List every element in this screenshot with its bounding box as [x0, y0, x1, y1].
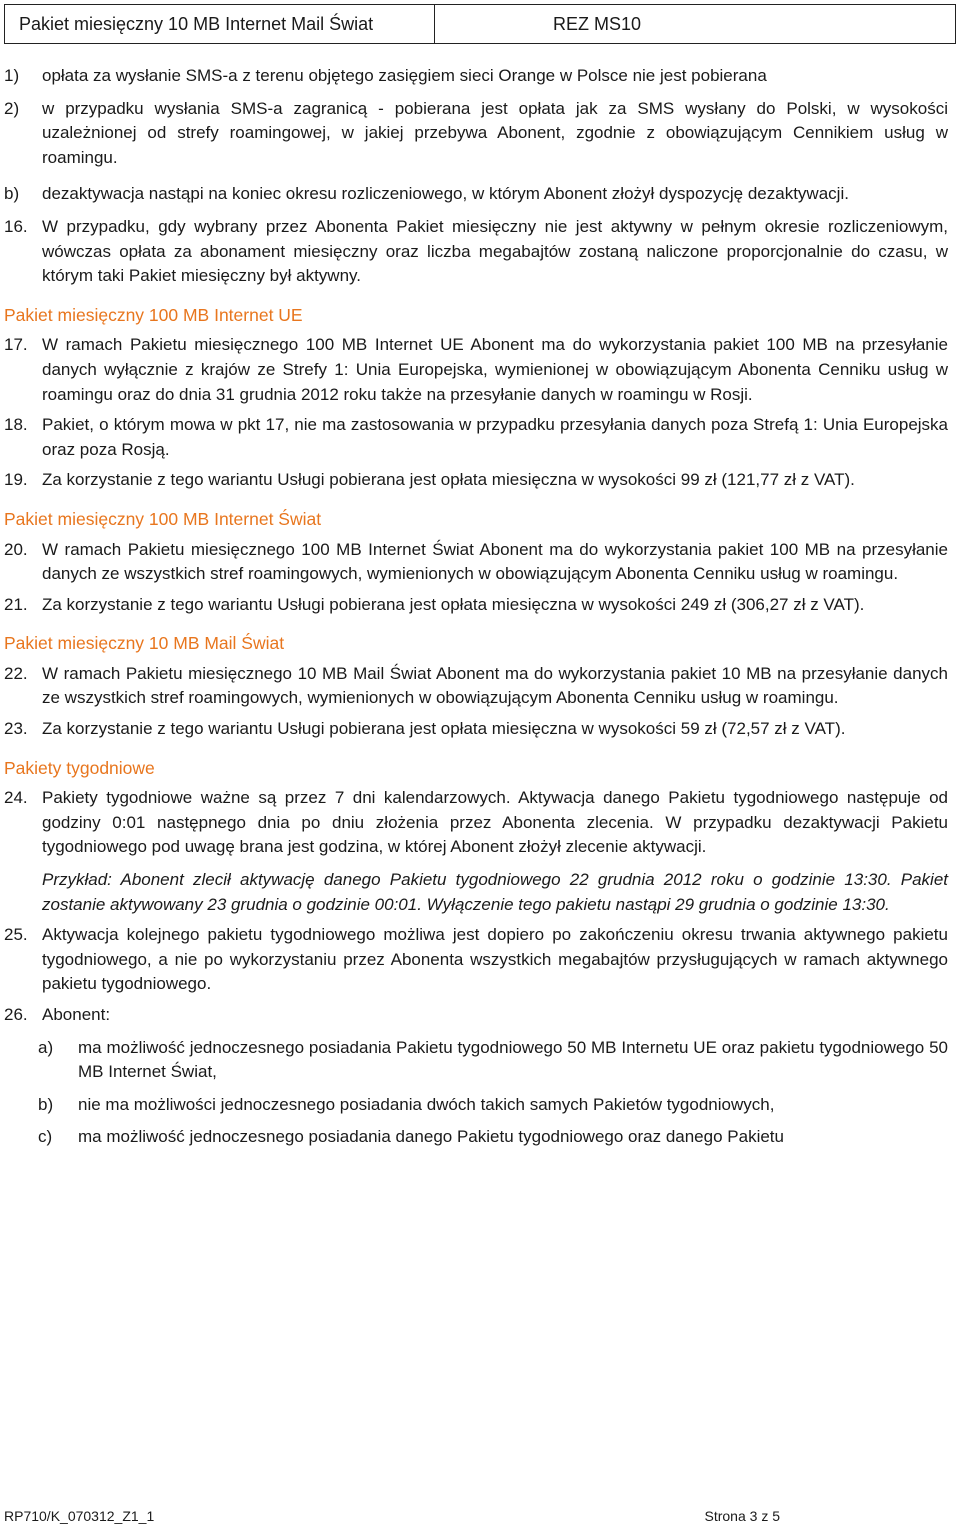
- paragraph-20: [4, 538, 948, 587]
- item-text: w przypadku wysłania SMS-a zagranicą - pobierana jest opłata jak za SMS wysłany do Polski, w wysokości uzależnionej od strefy roamingowej, w jakiej przebywa Abonent, zgodnie z obowiązującym Cennikiem usług w roamingu.: [42, 98, 948, 167]
- paragraph-number: 25.: [4, 925, 28, 945]
- page-header: [4, 4, 956, 44]
- paragraph-text: Aktywacja kolejnego pakietu tygodniowego możliwa jest dopiero po zakończeniu okresu trwania aktywnego pakietu tygodniowego, a nie po wykorzystaniu przez Abonenta wszystkich megabajtów przysługujących w ramach aktywnego pakietu tygodniowego.: [42, 925, 948, 994]
- paragraph-17: [4, 333, 948, 407]
- paragraph-text: W ramach Pakietu miesięcznego 100 MB Internet Świat Abonent ma do wykorzystania pakiet 100 MB na przesyłanie danych ze wszystkich stref roamingowych, wymienionych w obowiązującym Abonenta Cenniku usług w roamingu.: [42, 539, 948, 584]
- paragraph-24-example: Przykład: Abonent zlecił aktywację danego Pakietu tygodniowego 22 grudnia 2012 roku o godzinie 13:30. Pakiet zostanie aktywowany 23 grudnia o godzinie 00:01. Wyłączenie tego pakietu nastąpi 29 grudnia o godzinie 13:30.: [42, 870, 948, 914]
- item-number: 1): [4, 66, 20, 85]
- sub-item-c: [4, 1125, 948, 1150]
- document-body: [4, 64, 948, 1150]
- sub-item-letter: a): [38, 1037, 54, 1057]
- section-heading-mail-swiat: Pakiet miesięczny 10 MB Mail Świat: [4, 633, 285, 654]
- paragraph-number: 23.: [4, 719, 28, 739]
- paragraph-text: Za korzystanie z tego wariantu Usługi pobierana jest opłata miesięczna w wysokości 59 zł (72,57 zł z VAT).: [42, 719, 846, 739]
- paragraph-26: [4, 1003, 948, 1028]
- section-heading-weekly: Pakiety tygodniowe: [4, 757, 155, 778]
- sub-item-b: [4, 1093, 948, 1118]
- section-heading-internet-ue: Pakiet miesięczny 100 MB Internet UE: [4, 304, 303, 325]
- paragraph-text: Pakiet, o którym mowa w pkt 17, nie ma zastosowania w przypadku przesyłania danych poza Strefą 1: Unia Europejska oraz poza Rosją.: [42, 415, 948, 459]
- paragraph-number: 16.: [4, 216, 28, 236]
- list-item-2: [4, 97, 948, 171]
- paragraph-text: W przypadku, gdy wybrany przez Abonenta Pakiet miesięczny nie jest aktywny w pełnym okresie rozliczeniowym, wówczas opłata za abonament miesięczny oraz liczba megabajtów zostaną naliczone proporcjonalnie do czasu, w którym taki Pakiet miesięczny był aktywny.: [42, 216, 948, 286]
- paragraph-text: Za korzystanie z tego wariantu Usługi pobierana jest opłata miesięczna w wysokości 99 zł (121,77 zł z VAT).: [42, 470, 855, 490]
- item-number: 2): [4, 98, 20, 118]
- header-title: Pakiet miesięczny 10 MB Internet Mail Świat: [5, 5, 435, 43]
- paragraph-23: [4, 717, 948, 742]
- item-text: opłata za wysłanie SMS-a z terenu objętego zasięgiem sieci Orange w Polsce nie jest pobierana: [42, 66, 767, 85]
- sub-item-a: [4, 1036, 948, 1085]
- paragraph-number: 19.: [4, 470, 28, 490]
- sub-item-text: ma możliwość jednoczesnego posiadania Pakietu tygodniowego 50 MB Internetu UE oraz pakietu tygodniowego 50 MB Internet Świat,: [78, 1037, 948, 1082]
- paragraph-text: Pakiety tygodniowe ważne są przez 7 dni kalendarzowych. Aktywacja danego Pakietu tygodniowego następuje od godziny 0:01 następnego dnia po dniu złożenia przez Abonenta zlecenia. W przypadku dezaktywacji Pakietu tygodniowego pod uwagę brana jest godzina, w której Abonent złożył zlecenie aktywacji.: [42, 788, 948, 857]
- header-code: REZ MS10: [553, 13, 642, 34]
- paragraph-number: 17.: [4, 335, 28, 355]
- sub-item-letter: c): [38, 1127, 53, 1147]
- paragraph-number: 18.: [4, 415, 28, 435]
- item-number: b): [4, 184, 20, 204]
- sub-item-text: ma możliwość jednoczesnego posiadania danego Pakietu tygodniowego oraz danego Pakietu: [78, 1127, 784, 1147]
- paragraph-19: [4, 468, 948, 493]
- paragraph-16: [4, 215, 948, 289]
- footer-document-id: RP710/K_070312_Z1_1: [4, 1508, 155, 1524]
- paragraph-22: [4, 662, 948, 711]
- paragraph-number: 24.: [4, 788, 28, 808]
- paragraph-text: Abonent:: [42, 1005, 111, 1024]
- page-footer: [4, 1508, 956, 1524]
- paragraph-text: Za korzystanie z tego wariantu Usługi pobierana jest opłata miesięczna w wysokości 249 zł (306,27 zł z VAT).: [42, 594, 865, 614]
- paragraph-number: 22.: [4, 663, 28, 683]
- paragraph-18: [4, 413, 948, 462]
- paragraph-number: 21.: [4, 594, 28, 614]
- section-heading-internet-swiat: Pakiet miesięczny 100 MB Internet Świat: [4, 508, 322, 529]
- paragraph-text: W ramach Pakietu miesięcznego 10 MB Mail Świat Abonent ma do wykorzystania pakiet 10 MB na przesyłanie danych ze wszystkich stref roamingowych, wymienionych w obowiązującym Abonenta Cenniku usług w roamingu.: [42, 663, 948, 708]
- paragraph-24: [4, 786, 948, 860]
- footer-page-number: Strona 3 z 5: [704, 1508, 780, 1524]
- paragraph-text: W ramach Pakietu miesięcznego 100 MB Internet UE Abonent ma do wykorzystania pakiet 100 MB na przesyłanie danych wyłącznie z krajów ze Strefy 1: Unia Europejska, wymienionej w obowiązującym Abonenta Cenniku usług w roamingu oraz do dnia 31 grudnia 2012 roku także na przesyłanie danych w roamingu w Rosji.: [42, 335, 948, 404]
- item-text: dezaktywacja nastąpi na koniec okresu rozliczeniowego, w którym Abonent złożył dyspozycję dezaktywacji.: [42, 184, 849, 204]
- sub-item-letter: b): [38, 1094, 54, 1114]
- paragraph-25: [4, 923, 948, 997]
- list-item-1: [4, 64, 948, 89]
- paragraph-number: 26.: [4, 1005, 28, 1024]
- paragraph-21: [4, 593, 948, 618]
- list-item-b: [4, 182, 948, 207]
- paragraph-number: 20.: [4, 539, 28, 559]
- sub-item-text: nie ma możliwości jednoczesnego posiadania dwóch takich samych Pakietów tygodniowych,: [78, 1094, 775, 1114]
